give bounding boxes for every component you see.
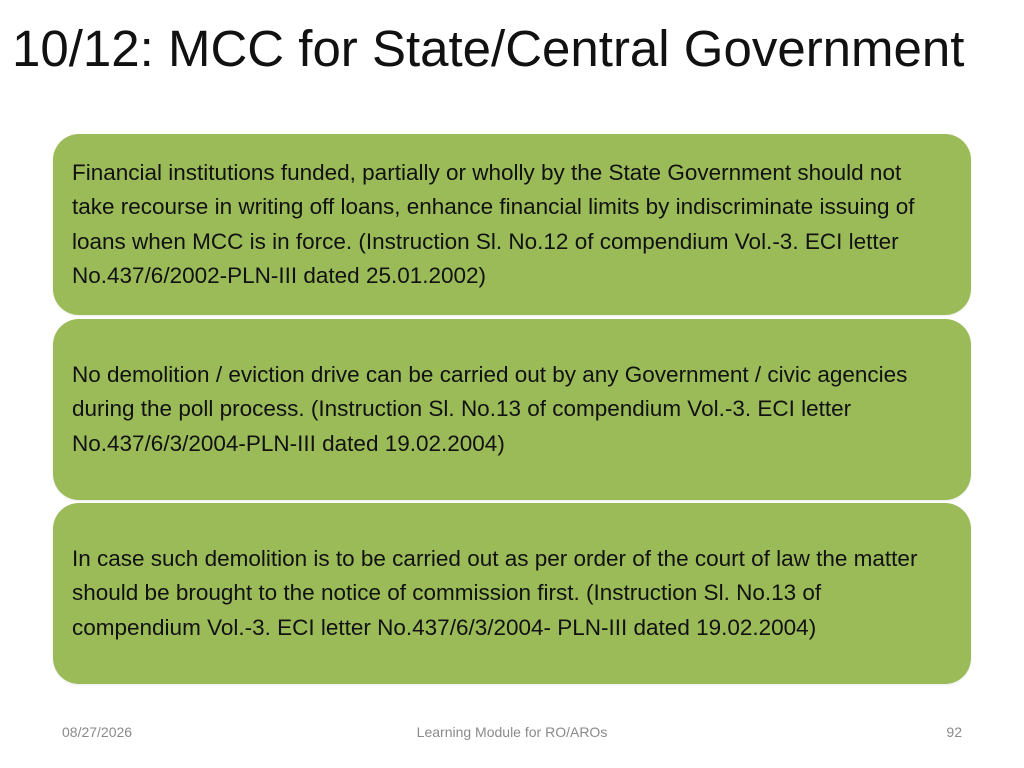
content-box-demolition-eviction	[53, 319, 971, 500]
footer-title: Learning Module for RO/AROs	[416, 724, 608, 740]
content-box-text: Financial institutions funded, partially or wholly by the State Government should not take recourse in writing off loans, enhance financial limits by indiscriminate issuing of loans when MCC is in force. (Instruction Sl. No.12 of compendium Vol.-3. ECI letter No.437/6/2002-PLN-III dated 25.01.2002)	[72, 159, 915, 288]
content-box-text: No demolition / eviction drive can be carried out by any Government / civic agencies during the poll process. (Instruction Sl. No.13 of compendium Vol.-3. ECI letter No.437/6/3/2004-PLN-III dated 19.02.2004)	[72, 361, 908, 456]
content-box-court-order	[53, 503, 971, 684]
page-number: 92	[946, 724, 962, 740]
content-box-financial-institutions	[53, 134, 971, 315]
content-box-text: In case such demolition is to be carried out as per order of the court of law the matter should be brought to the notice of commission first. (Instruction Sl. No.13 of compendium Vol.-3. ECI letter No.437/6/3/2004- PLN-III dated 19.02.2004)	[72, 545, 918, 640]
footer-date: 08/27/2026	[62, 724, 133, 740]
slide-title: 10/12: MCC for State/Central Government	[12, 20, 965, 77]
